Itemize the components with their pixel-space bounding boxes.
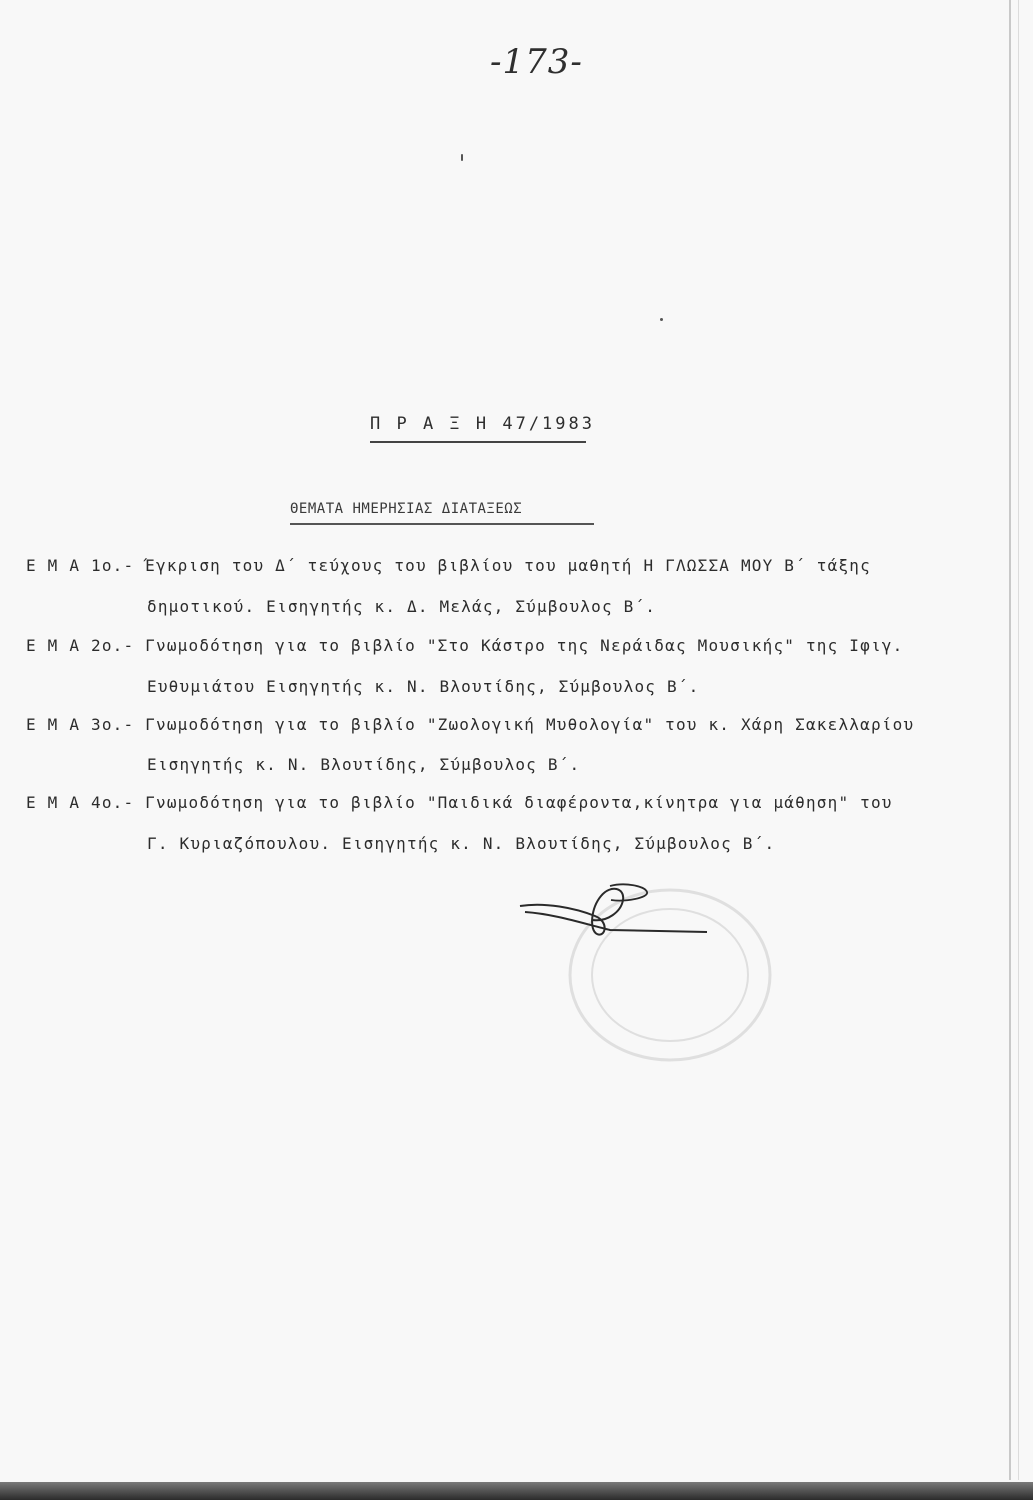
scan-bottom-edge bbox=[0, 1482, 1033, 1500]
agenda-item-3-line-2: Εισηγητής κ. Ν. Βλουτίδης, Σύμβουλος Β΄. bbox=[147, 755, 581, 774]
binding-edge bbox=[1009, 0, 1011, 1480]
agenda-item-4-line-2: Γ. Κυριαζόπουλου. Εισηγητής κ. Ν. Βλουτίδης, Σύμβουλος Β΄. bbox=[147, 834, 776, 853]
praxi-underline bbox=[370, 441, 586, 443]
handwritten-signature bbox=[515, 878, 715, 948]
agenda-item-3-line-1: Ε Μ Α 3ο.- Γνωμοδότηση για το βιβλίο "Ζωολογική Μυθολογία" του κ. Χάρη Σακελλαρίου bbox=[26, 715, 915, 734]
ink-speck bbox=[461, 154, 463, 161]
ink-speck bbox=[660, 318, 663, 321]
agenda-underline bbox=[290, 523, 594, 525]
agenda-heading: ΘΕΜΑΤΑ ΗΜΕΡΗΣΙΑΣ ΔΙΑΤΑΞΕΩΣ bbox=[290, 501, 523, 517]
agenda-item-1-line-1: Ε Μ Α 1ο.- Έγκριση του Δ΄ τεύχους του βιβλίου του μαθητή Η ΓΛΩΣΣΑ ΜΟΥ Β΄ τάξης bbox=[26, 556, 871, 575]
agenda-item-4-line-1: Ε Μ Α 4ο.- Γνωμοδότηση για το βιβλίο "Παιδικά διαφέροντα,κίνητρα για μάθηση" του bbox=[26, 793, 893, 812]
page-number: -173- bbox=[490, 42, 583, 82]
agenda-item-2-line-1: Ε Μ Α 2ο.- Γνωμοδότηση για το βιβλίο "Στο Κάστρο της Νεράιδας Μουσικής" της Ιφιγ. bbox=[26, 636, 904, 655]
agenda-item-1-line-2: δημοτικού. Εισηγητής κ. Δ. Μελάς, Σύμβουλος Β΄. bbox=[147, 597, 657, 616]
binding-edge-inner bbox=[1018, 0, 1019, 1480]
agenda-item-2-line-2: Ευθυμιάτου Εισηγητής κ. Ν. Βλουτίδης, Σύμβουλος Β΄. bbox=[147, 677, 700, 696]
praxi-heading: Π Ρ Α Ξ Η 47/1983 bbox=[370, 414, 595, 434]
